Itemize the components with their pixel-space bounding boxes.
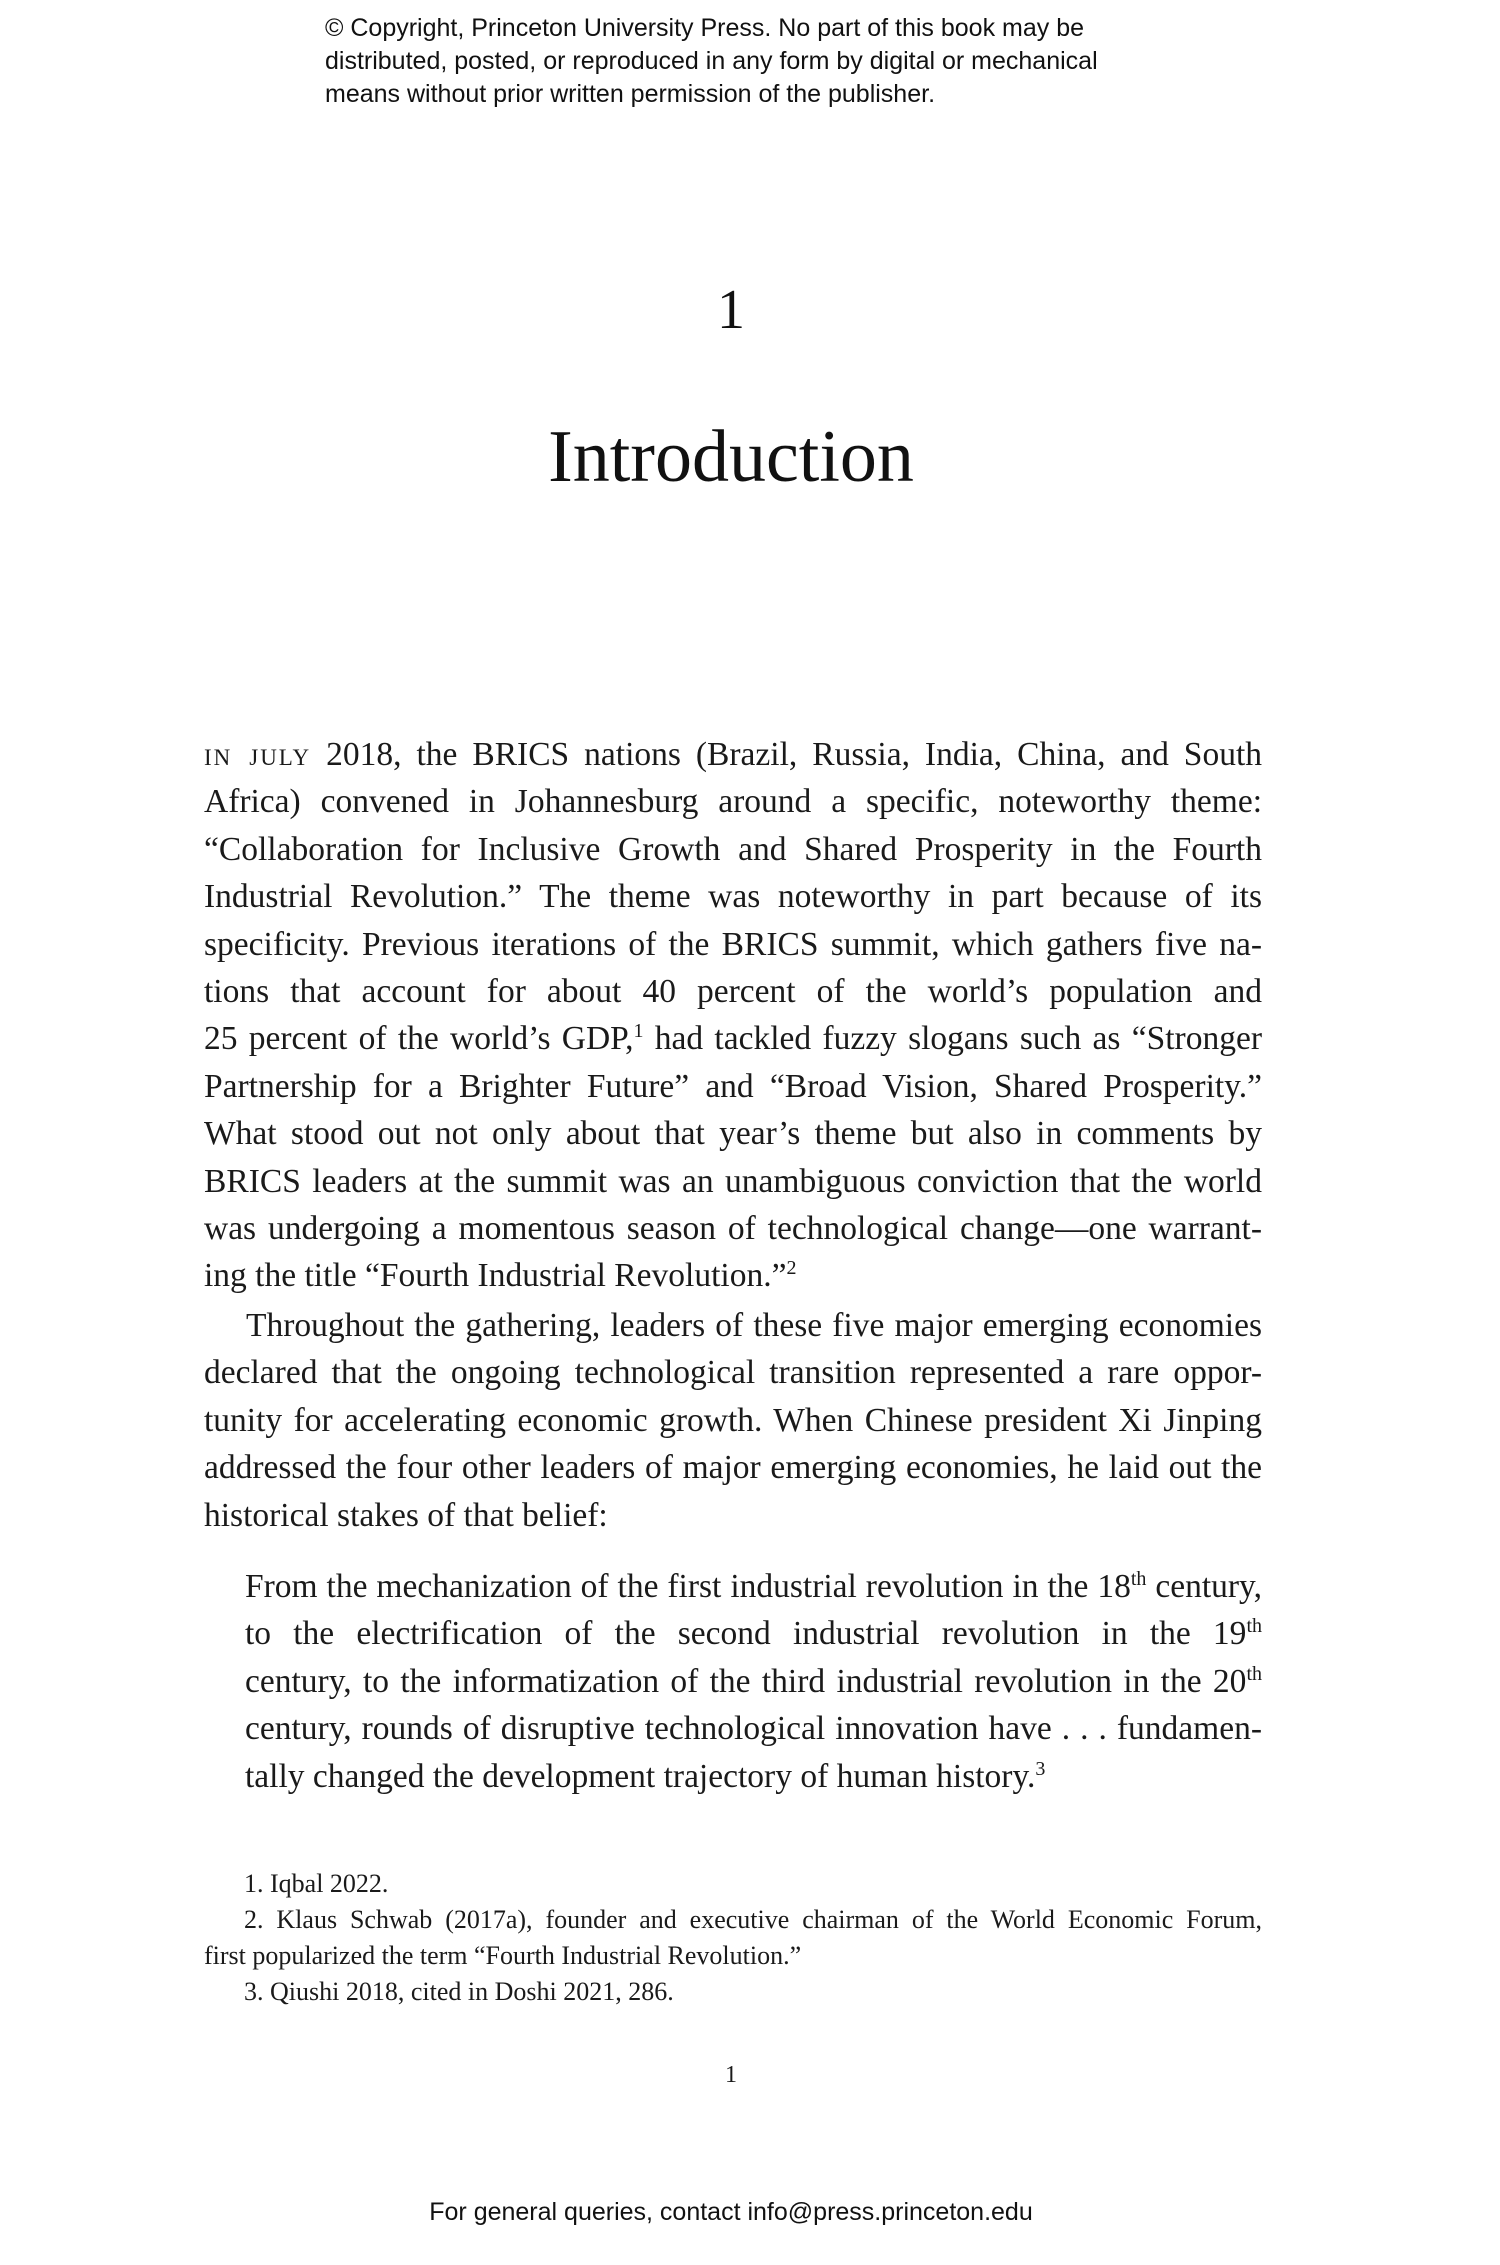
quote-line: century, rounds of disruptive technological innovation have . . . fundamen- [245, 1710, 1262, 1748]
text-line: 25 percent of the world’s GDP,$^1$ had tackled fuzzy slogans such as “Stronger [204, 1020, 1262, 1058]
footnote-item: 3. Qiushi 2018, cited in Doshi 2021, 286. [244, 1977, 674, 2006]
footnotes [204, 1866, 1262, 2010]
text-line: ing the title “Fourth Industrial Revolution.”$^2$ [204, 1257, 797, 1295]
text-line: tunity for accelerating economic growth. When Chinese president Xi Jinping [204, 1401, 1262, 1439]
chapter-number: 1 [717, 279, 745, 341]
quote-line: tally changed the development trajectory of human history.$^3$ [245, 1757, 1046, 1795]
text-line: BRICS leaders at the summit was an unambiguous conviction that the world [204, 1162, 1262, 1200]
copyright-line: © Copyright, Princeton University Press. No part of this book may be [325, 14, 1085, 42]
footnote-item: 1. Iqbal 2022. [244, 1869, 389, 1898]
chapter-title: Introduction [548, 416, 914, 498]
quote-line: century, to the informatization of the third industrial revolution in the 20th [245, 1662, 1262, 1700]
text-line: Industrial Revolution.” The theme was noteworthy in part because of its [204, 878, 1262, 916]
text-line: was undergoing a momentous season of technological change—one warrant- [204, 1209, 1262, 1247]
footnote-ref-3: 3 [1035, 1757, 1046, 1780]
contact-footer: For general queries, contact info@press.princeton.edu [429, 2198, 1033, 2226]
copyright-line: distributed, posted, or reproduced in any form by digital or mechanical [325, 47, 1098, 75]
text-line: Throughout the gathering, leaders of these five major emerging economies [246, 1307, 1262, 1344]
footnote-item: first popularized the term “Fourth Industrial Revolution.” [204, 1941, 802, 1970]
copyright-notice [325, 12, 1285, 111]
copyright-line: means without prior written permission of the publisher. [325, 80, 936, 108]
page-number: 1 [725, 2062, 737, 2088]
footnote-ref-1: 1 [633, 1020, 644, 1043]
paragraph-1 [204, 731, 1262, 1300]
text-line: specificity. Previous iterations of the BRICS summit, which gathers five na- [204, 925, 1262, 963]
text-line: Partnership for a Brighter Future” and “Broad Vision, Shared Prosperity.” [204, 1067, 1262, 1105]
text-line: tions that account for about 40 percent of the world’s population and [204, 972, 1262, 1010]
paragraph-2 [204, 1302, 1262, 1539]
lead-in-smallcaps: in july [204, 736, 312, 773]
text-line: historical stakes of that belief: [204, 1496, 608, 1534]
text-line: declared that the ongoing technological transition represented a rare oppor- [204, 1354, 1262, 1392]
text-line: What stood out not only about that year’s theme but also in comments by [204, 1115, 1262, 1153]
block-quote [245, 1563, 1262, 1800]
quote-line: to the electrification of the second industrial revolution in the 19th [245, 1615, 1262, 1653]
footnote-ref-2: 2 [786, 1257, 797, 1280]
footnote-item: 2. Klaus Schwab (2017a), founder and executive chairman of the World Economic Forum, [244, 1905, 1262, 1934]
text-line: “Collaboration for Inclusive Growth and Shared Prosperity in the Fourth [204, 830, 1262, 868]
text-line: in july 2018, the BRICS nations (Brazil, Russia, India, China, and South [204, 736, 1262, 773]
quote-line: From the mechanization of the first industrial revolution in the 18th century, [245, 1567, 1262, 1605]
text-line: Africa) convened in Johannesburg around a specific, noteworthy theme: [204, 783, 1262, 821]
text-line: addressed the four other leaders of major emerging economies, he laid out the [204, 1449, 1262, 1487]
